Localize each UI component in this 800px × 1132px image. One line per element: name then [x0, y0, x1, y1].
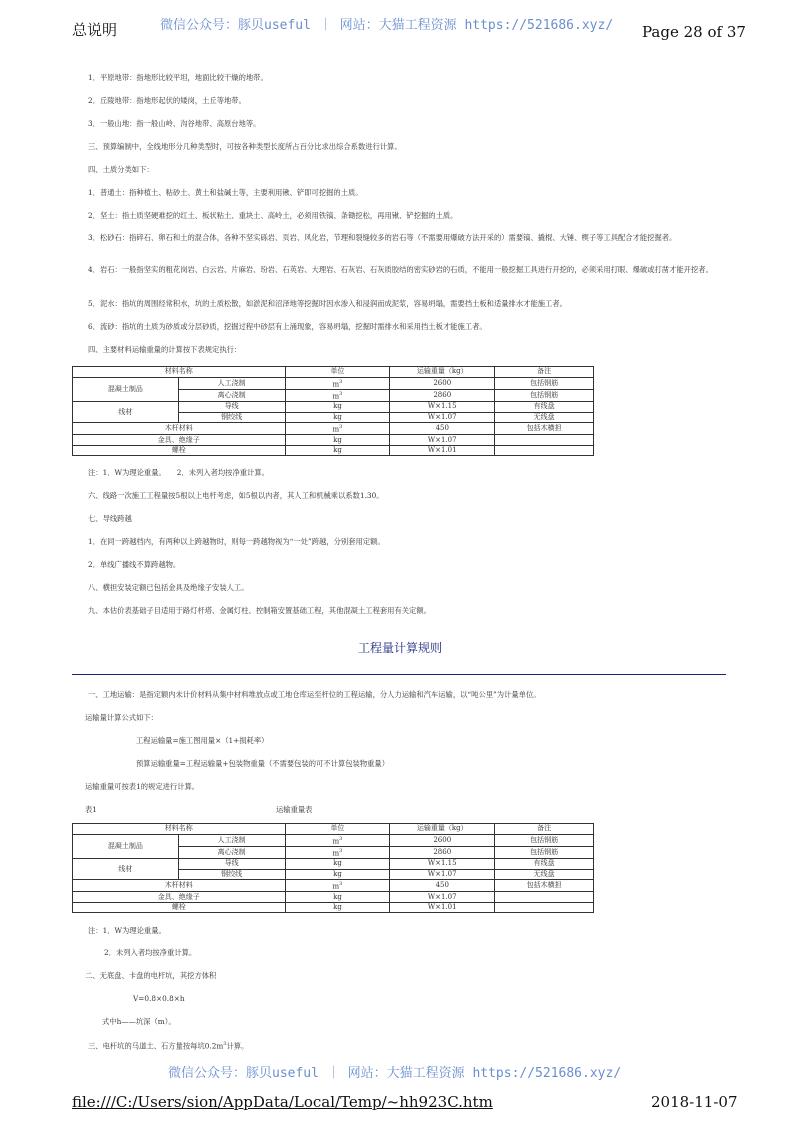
material-cell: 螺栓: [73, 902, 286, 913]
table-row: [73, 880, 594, 892]
unit-cell: [285, 834, 390, 846]
group-cell: 混凝土制品: [73, 834, 179, 859]
unit: m: [332, 379, 340, 388]
table-caption-label: 表1: [85, 805, 97, 814]
weight-cell: 2600: [390, 834, 495, 846]
weight-cell: W×1.07: [390, 435, 495, 446]
paragraph: 5．泥水：指坑的周围经常积水，坑的土质松散，如淤泥和沼泽地等挖掘时因水渗入和浸润而成泥浆，容易坍塌，需要挡土板和适量排水才能施工者。: [88, 299, 567, 308]
unit-cell: [285, 445, 390, 456]
unit: kg: [333, 892, 342, 901]
weight-cell: 2860: [390, 846, 495, 858]
paragraph: 3．松砂石：指碎石、卵石和土的混合体，各种不坚实砾岩、页岩、风化岩，节理和裂缝较多的岩石等（不需要用爆破方法开采的）需要镐、撬棍、大锤、楔子等工具配合才能挖掘者。: [88, 233, 677, 242]
note: 注：1．W为理论重量。: [88, 926, 166, 935]
paragraph: 1．在同一跨越档内，有两种以上跨越物时，则每一跨越物视为“一处”跨越，分别套用定额。: [88, 537, 385, 546]
note-cell: 无线盘: [495, 412, 594, 423]
header-cell: 单位: [285, 367, 390, 378]
weight-cell: 450: [390, 423, 495, 435]
unit-cell: [285, 859, 390, 870]
weight-cell: 450: [390, 880, 495, 892]
formula: 工程运输量=施工图用量×（1+损耗率）: [136, 736, 269, 745]
transport-weight-table-1: [72, 823, 594, 913]
table-caption: 运输重量表: [276, 805, 313, 814]
paragraph: 三、预算编制中，全线地形分几种类型时，可按各种类型长度所占百分比求出综合系数进行计算。: [88, 142, 402, 151]
superscript: 3: [223, 1041, 227, 1047]
formula: 预算运输重量=工程运输量+包装物重量（不需要包装的可不计算包装物重量）: [136, 759, 390, 768]
unit-cell: [285, 435, 390, 446]
unit-exponent: 3: [339, 378, 343, 385]
material-cell: 离心浇制: [178, 846, 285, 858]
group-cell: 线材: [73, 859, 179, 880]
note-cell: 包括钢筋: [495, 377, 594, 389]
unit: kg: [333, 435, 342, 444]
paragraph: 二、无底盘、卡盘的电杆坑，其挖方体积: [85, 971, 217, 980]
unit-cell: [285, 892, 390, 903]
weight-cell: W×1.01: [390, 902, 495, 913]
table-row: [73, 377, 594, 389]
material-cell: 金具、绝缘子: [73, 892, 286, 903]
unit: kg: [333, 869, 342, 878]
note-cell: 有线盘: [495, 859, 594, 870]
unit: m: [332, 392, 340, 401]
file-path-link[interactable]: file:///C:/Users/sion/AppData/Local/Temp/~hh923C.htm: [72, 1093, 493, 1111]
paragraph: 四、主要材料运输重量的计算按下表规定执行：: [88, 345, 242, 354]
unit: kg: [333, 903, 342, 912]
paragraph: 七、导线跨越: [88, 514, 132, 523]
unit: kg: [333, 412, 342, 421]
unit-cell: [285, 412, 390, 423]
paragraph: 2．坚土：指土质坚硬难挖的红土、板状粘土、重块土、高岭土，必须用铁镐、条锄挖松，再用锹、铲挖掘的土质。: [88, 211, 458, 220]
table-row: [73, 902, 594, 913]
table-row: [73, 423, 594, 435]
unit-exponent: 3: [339, 881, 343, 888]
unit-cell: [285, 869, 390, 880]
unit-cell: [285, 902, 390, 913]
unit: kg: [333, 859, 342, 868]
unit: m: [332, 882, 340, 891]
table-row: [73, 402, 594, 413]
material-cell: 离心浇制: [178, 389, 285, 401]
print-date: 2018-11-07: [651, 1093, 738, 1111]
weight-cell: W×1.15: [390, 859, 495, 870]
note-cell: 无线盘: [495, 869, 594, 880]
material-cell: 木杆材料: [73, 880, 286, 892]
weight-cell: W×1.07: [390, 412, 495, 423]
material-cell: 金具、绝缘子: [73, 435, 286, 446]
paragraph: 1．平原地带：指地形比较平坦，地面比较干燥的地带。: [88, 73, 268, 82]
unit: m: [332, 849, 340, 858]
note-cell: [495, 435, 594, 446]
weight-cell: 2600: [390, 377, 495, 389]
formula: V=0.8×0.8×h: [133, 994, 185, 1003]
material-cell: 导线: [178, 859, 285, 870]
table-header-row: [73, 367, 594, 378]
unit: kg: [333, 446, 342, 455]
table-row: [73, 445, 594, 456]
weight-cell: W×1.01: [390, 445, 495, 456]
note-cell: 包括钢筋: [495, 834, 594, 846]
note-cell: 包括木横担: [495, 880, 594, 892]
paragraph: 式中h——坑深（m）。: [102, 1017, 176, 1026]
paragraph: 2．单线广播线不算跨越物。: [88, 560, 181, 569]
paragraph: 运输量计算公式如下：: [85, 713, 158, 722]
paragraph: 六、线路一次施工工程量按5根以上电杆考虑，如5根以内者，其人工和机械乘以系数1.30。: [88, 491, 384, 500]
note-cell: [495, 892, 594, 903]
paragraph: 1．普通土：指种植土、粘砂土、黄土和盐碱土等，主要利用锹、铲即可挖掘的土质。: [88, 188, 363, 197]
note: 注：1．W为理论重量。 2．未列入者均按净重计算。: [88, 468, 269, 477]
unit-cell: [285, 846, 390, 858]
material-cell: 导线: [178, 402, 285, 413]
note-cell: 包括钢筋: [495, 389, 594, 401]
text: 计算。: [226, 1041, 249, 1051]
unit-cell: [285, 402, 390, 413]
weight-cell: 2860: [390, 389, 495, 401]
unit-exponent: 3: [339, 424, 343, 431]
unit-cell: [285, 880, 390, 892]
material-cell: 钢绞线: [178, 412, 285, 423]
table-row: [73, 892, 594, 903]
unit-exponent: 3: [339, 847, 343, 854]
group-cell: 混凝土制品: [73, 377, 179, 402]
page-number: Page 28 of 37: [642, 23, 746, 41]
unit-cell: [285, 389, 390, 401]
paragraph: 4．岩石：一般指坚实的粗花岗岩、白云岩、片麻岩、玢岩、石英岩、大理岩、石灰岩、石灰质胶结的密实砂岩的石质，不能用一般挖掘工具进行开挖的，必须采用打眼、爆破或打凿才能开挖者。: [88, 265, 713, 274]
table-row: [73, 834, 594, 846]
transport-weight-table: [72, 366, 594, 456]
note-cell: [495, 902, 594, 913]
header-section: 总说明: [72, 21, 118, 39]
header-cell: 备注: [495, 367, 594, 378]
text: 三、电杆坑的马道土、石方量按每坑0.2m: [88, 1041, 224, 1051]
paragraph: 八、横担安装定额已包括金具及绝缘子安装人工。: [88, 583, 249, 592]
divider: [72, 674, 726, 675]
footer-watermark: 微信公众号：豚贝useful ｜ 网站：大猫工程资源 https://521686.xyz/: [168, 1066, 622, 1081]
material-cell: 木杆材料: [73, 423, 286, 435]
paragraph: 一、工地运输：是指定额内未计价材料从集中材料堆放点或工地仓库运至杆位的工程运输，分人力运输和汽车运输，以“吨公里”为计量单位。: [88, 690, 541, 699]
note-cell: 有线盘: [495, 402, 594, 413]
header-cell: 材料名称: [73, 367, 286, 378]
header-cell: 单位: [285, 824, 390, 835]
table-row: [73, 435, 594, 446]
header-watermark: 微信公众号：豚贝useful ｜ 网站：大猫工程资源 https://521686.xyz/: [160, 18, 614, 33]
weight-cell: W×1.15: [390, 402, 495, 413]
paragraph: 运输重量可按表1的规定进行计算。: [85, 782, 200, 791]
unit: m: [332, 836, 340, 845]
weight-cell: W×1.07: [390, 892, 495, 903]
note: 2．未列入者均按净重计算。: [104, 948, 197, 957]
paragraph: [88, 1039, 248, 1051]
weight-cell: W×1.07: [390, 869, 495, 880]
note-cell: [495, 445, 594, 456]
unit-cell: [285, 377, 390, 389]
header-cell: 运输重量（kg）: [390, 367, 495, 378]
paragraph: 6．流砂：指坑的土质为砂质或分层砂质，挖掘过程中砂层有上涌现象，容易坍塌，挖掘时需排水和采用挡土板才能施工者。: [88, 322, 487, 331]
header-cell: 运输重量（kg）: [390, 824, 495, 835]
unit-exponent: 3: [339, 390, 343, 397]
unit: kg: [333, 402, 342, 411]
paragraph: 九、本估价表基础子目适用于路灯杆塔、金属灯柱、控制箱安置基础工程，其他混凝土工程套用有关定额。: [88, 606, 431, 615]
header-cell: 材料名称: [73, 824, 286, 835]
unit: m: [332, 425, 340, 434]
material-cell: 螺栓: [73, 445, 286, 456]
unit-cell: [285, 423, 390, 435]
unit-exponent: 3: [339, 835, 343, 842]
header-cell: 备注: [495, 824, 594, 835]
group-cell: 线材: [73, 402, 179, 423]
section-title: 工程量计算规则: [357, 641, 442, 655]
paragraph: 四、土质分类如下：: [88, 165, 154, 174]
note-cell: 包括木横担: [495, 423, 594, 435]
paragraph: 2．丘陵地带：指地形起伏的矮岗，土丘等地带。: [88, 96, 246, 105]
paragraph: 3．一般山地：指一般山岭、沟谷地带、高原台地等。: [88, 119, 261, 128]
material-cell: 钢绞线: [178, 869, 285, 880]
table-header-row: [73, 824, 594, 835]
table-row: [73, 859, 594, 870]
note-cell: 包括钢筋: [495, 846, 594, 858]
material-cell: 人工浇制: [178, 834, 285, 846]
material-cell: 人工浇制: [178, 377, 285, 389]
